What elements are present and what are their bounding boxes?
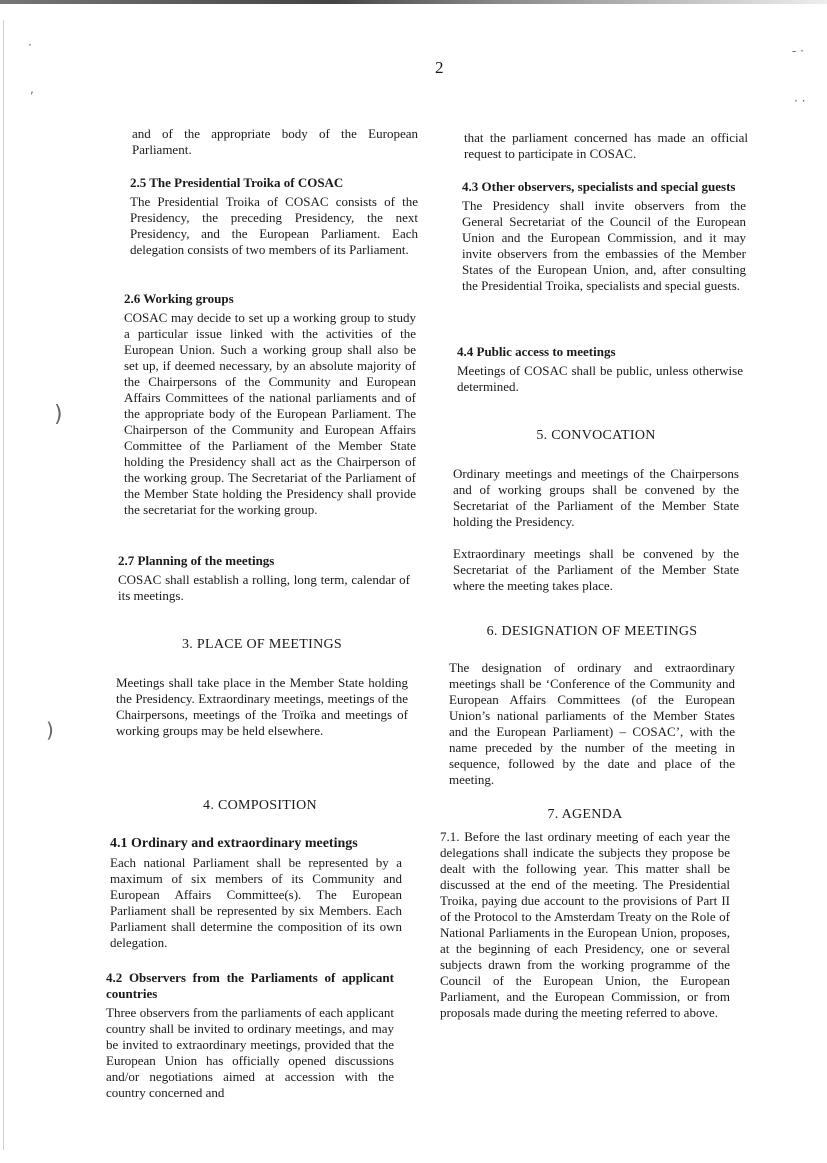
section-heading: 4.2 Observers from the Parliaments of applicant countries <box>106 970 394 1001</box>
section-4-3 <box>462 179 746 294</box>
punch-hole-mark: ) <box>46 718 54 742</box>
paragraph: 7.1. Before the last ordinary meeting of each year the delegations shall indicate the subjects they propose be dealt with the following year. This matter shall be discussed at the end of the meeting. The Presidential Troika, paying due account to the provisions of Part II of the Protocol to the Amsterdam Treaty on the Role of National Parliaments in the European Union, proposes, at the beginning of each Presidency, one or several subjects drawn from the working programme of the Council of the European Union, the European Parliament, and the European Commission, or from proposals made during the meeting referred to above. <box>440 829 730 1020</box>
paragraph: The designation of ordinary and extraordinary meetings shall be ‘Conference of the Community and European Affairs Committees (of the European Union’s national parliaments of the Member States and the European Parliament) – COSAC’, with the name preceded by the number of the meeting in sequence, followed by the date and place of the meeting. <box>449 660 735 787</box>
punch-hole-mark: ) <box>54 402 63 427</box>
chapter-5 <box>453 428 739 594</box>
section-heading: 2.6 Working groups <box>124 291 234 306</box>
section-heading: 2.5 The Presidential Troika of COSAC <box>130 175 344 190</box>
paragraph: Ordinary meetings and meetings of the Chairpersons and of working groups shall be convened by the Secretariat of the Parliament of the Member State holding the Presidency. <box>453 466 739 529</box>
chapter-3 <box>116 637 408 739</box>
chapter-heading: 6. DESIGNATION OF MEETINGS <box>486 624 698 639</box>
paragraph: COSAC may decide to set up a working group to study a particular issue linked with the activities of the European Union. Such a working group shall also be set up, if deemed necessary, by an absolute majority of the Chairpersons of the Community and European Affairs Committees of the national parliaments and of the appropriate body of the European Parliament. The Chairperson of the Community and European Affairs Committee of the Parliament of the Member State holding the Presidency shall act as the Chairperson of the working group. The Secretariat of the Parliament of the Member State holding the Presidency shall provide the secretariat for the working group. <box>124 310 416 517</box>
paragraph: COSAC shall establish a rolling, long term, calendar of its meetings. <box>118 572 410 603</box>
section-heading: 4.1 Ordinary and extraordinary meetings <box>110 836 358 851</box>
section-2-5 <box>130 175 418 258</box>
section-4-1 <box>110 836 402 951</box>
scan-left-margin-line <box>3 20 4 1150</box>
paragraph: Meetings of COSAC shall be public, unless otherwise determined. <box>457 363 743 394</box>
section-2-7 <box>118 553 410 604</box>
chapter-heading: 5. CONVOCATION <box>536 428 656 443</box>
scan-top-border <box>0 0 827 4</box>
scan-speck: · · <box>794 94 806 108</box>
paragraph: Each national Parliament shall be represented by a maximum of six members of its Community and European Affairs Committee(s). The European Parliament shall be represented by six Members. Each Parliament shall determine the composition of its own delegation. <box>110 855 402 950</box>
chapter-4 <box>112 798 408 814</box>
continued-paragraph <box>464 130 748 162</box>
paragraph: The Presidential Troika of COSAC consists of the Presidency, the preceding Presidency, the next Presidency, and the European Parliament. Each delegation consists of two members of its Parliament. <box>130 194 418 257</box>
paragraph: Three observers from the parliaments of each applicant country shall be invited to ordinary meetings, and may be invited to extraordinary meetings, provided that the European Union has officially opened discussions and/or negotiations aimed at accession with the country concerned and <box>106 1005 394 1100</box>
section-heading: 4.3 Other observers, specialists and special guests <box>462 179 736 194</box>
section-4-2 <box>106 970 394 1101</box>
section-heading: 4.4 Public access to meetings <box>457 344 616 359</box>
chapter-heading: 7. AGENDA <box>547 807 623 822</box>
chapter-heading: 4. COMPOSITION <box>203 798 317 813</box>
chapter-heading: 3. PLACE OF MEETINGS <box>181 637 342 652</box>
paragraph: and of the appropriate body of the European Parliament. <box>132 126 418 157</box>
continued-paragraph <box>132 126 418 158</box>
paragraph: that the parliament concerned has made an official request to participate in COSAC. <box>464 130 748 161</box>
section-heading: 2.7 Planning of the meetings <box>118 553 275 568</box>
scan-speck: - · <box>792 44 804 58</box>
scan-speck: · <box>28 38 32 52</box>
section-4-4 <box>457 344 743 395</box>
paragraph: The Presidency shall invite observers from the General Secretariat of the Council of the European Union and the European Commission, and it may invite observers from the embassies of the Member States of the European Union, and, after consulting the Presidential Troika, specialists and special guests. <box>462 198 746 293</box>
scan-speck: , <box>30 82 34 96</box>
page-number: 2 <box>435 58 444 77</box>
chapter-7 <box>440 807 730 1021</box>
chapter-6 <box>449 624 735 788</box>
paragraph: Extraordinary meetings shall be convened by the Secretariat of the Parliament of the Member State where the meeting takes place. <box>453 546 739 593</box>
section-2-6 <box>124 291 416 518</box>
paragraph: Meetings shall take place in the Member State holding the Presidency. Extraordinary meetings, meetings of the Chairpersons, meetings of the Troïka and meetings of working groups may be held elsewhere. <box>116 675 408 738</box>
